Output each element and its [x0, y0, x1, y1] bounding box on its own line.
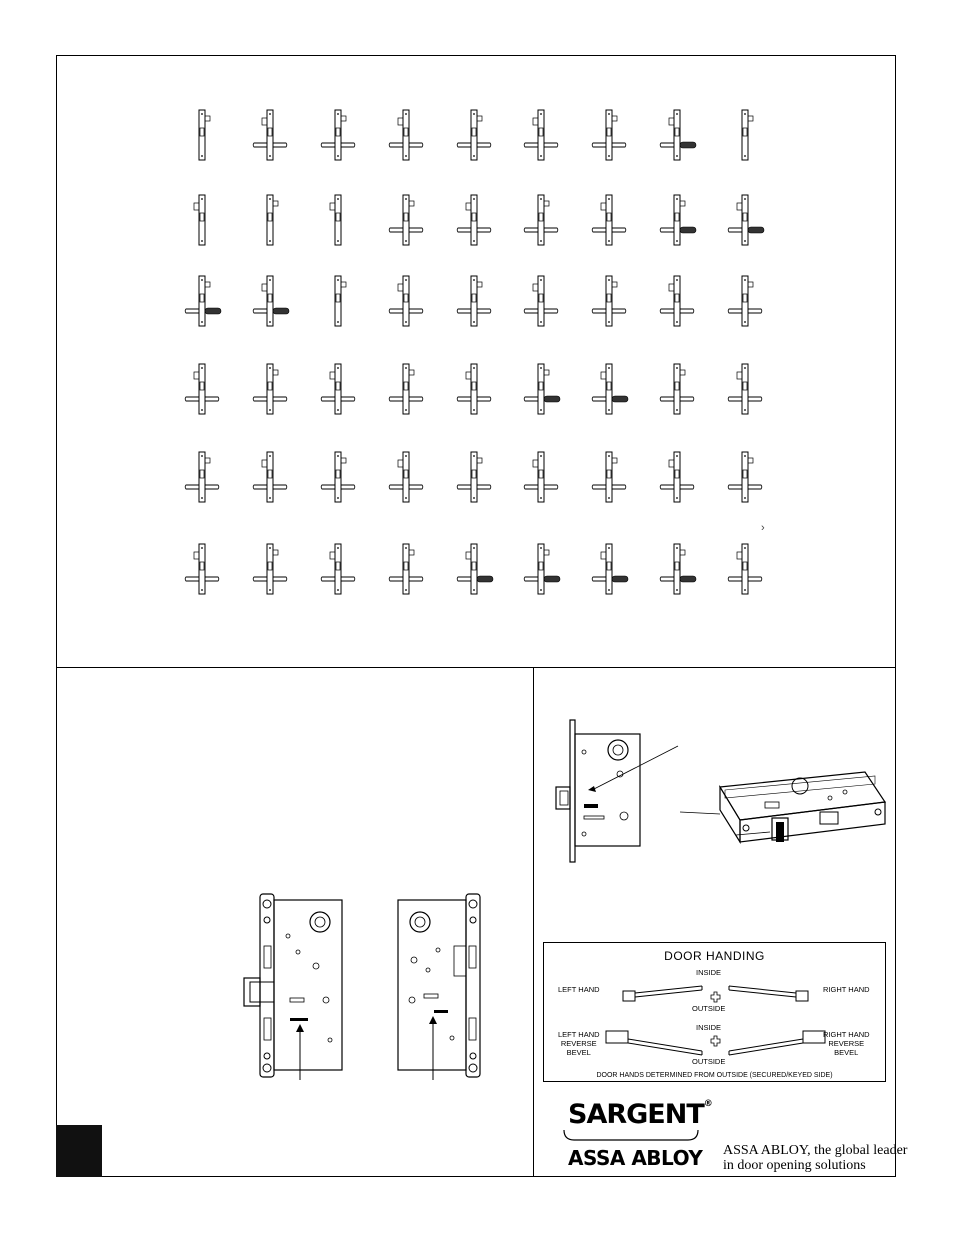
lock-icon-6-5 [457, 544, 493, 594]
lock-icon-2-2 [267, 195, 278, 245]
left-hand-label: LEFT HAND [558, 985, 600, 994]
lock-icon-5-2 [253, 452, 287, 502]
section-divider-horizontal [56, 667, 896, 668]
lock-icon-5-5 [457, 452, 491, 502]
lock-icon-5-3 [321, 452, 355, 502]
lock-icon-3-3 [335, 276, 346, 326]
lock-icon-5-6 [524, 452, 558, 502]
lock-icon-1-3 [321, 110, 355, 160]
lock-icon-5-4 [389, 452, 423, 502]
lock-icon-1-2 [253, 110, 287, 160]
lock-icon-2-9 [728, 195, 764, 245]
sargent-logo-text: SARGENT [568, 1099, 704, 1130]
lock-icon-1-7 [592, 110, 626, 160]
lock-icon-6-2 [253, 544, 287, 594]
section-divider-vertical [533, 667, 534, 1177]
lock-icon-2-8 [660, 195, 696, 245]
lock-icon-6-9 [728, 544, 762, 594]
lock-icon-3-1 [185, 276, 221, 326]
lock-icon-3-6 [524, 276, 558, 326]
lock-icon-4-9 [728, 364, 762, 414]
door-handing-title: DOOR HANDING [664, 949, 765, 963]
lock-icon-4-4 [389, 364, 423, 414]
lock-icon-6-8 [660, 544, 696, 594]
lock-icon-4-3 [321, 364, 355, 414]
lock-icon-6-7 [592, 544, 628, 594]
lock-icon-4-6 [524, 364, 560, 414]
lock-body-isometric-illustration [680, 762, 890, 862]
lock-icon-1-6 [524, 110, 558, 160]
lock-icon-1-4 [389, 110, 423, 160]
lock-icon-6-1 [185, 544, 219, 594]
lock-icon-6-4 [389, 544, 423, 594]
registered-mark: ® [703, 1099, 712, 1109]
lock-icon-3-8 [660, 276, 694, 326]
lock-icon-6-6 [524, 544, 560, 594]
lock-icon-6-3 [321, 544, 355, 594]
lock-icon-2-1 [194, 195, 205, 245]
door-handing-footnote: DOOR HANDS DETERMINED FROM OUTSIDE (SECURED/KEYED SIDE) [596, 1072, 833, 1079]
lock-icon-3-7 [592, 276, 626, 326]
lock-icon-3-5 [457, 276, 491, 326]
lock-icon-2-3 [330, 195, 341, 245]
lock-icon-2-6 [524, 195, 558, 245]
lock-icon-5-1 [185, 452, 219, 502]
chevron-right-icon: › [761, 522, 765, 534]
right-hand-label: RIGHT HAND [823, 985, 870, 994]
lock-icon-1-1 [199, 110, 210, 160]
lock-icon-1-8 [660, 110, 696, 160]
lock-icon-4-2 [253, 364, 287, 414]
inside-label-top: INSIDE [696, 968, 722, 977]
door-handing-diagram [543, 942, 886, 1082]
lock-icon-4-5 [457, 364, 491, 414]
lock-body-pair-illustration [238, 890, 488, 1082]
lock-icon-3-9 [728, 276, 762, 326]
lock-icon-5-8 [660, 452, 694, 502]
lock-icon-1-9 [742, 110, 753, 160]
lock-icon-4-1 [185, 364, 219, 414]
lock-icon-3-4 [389, 276, 423, 326]
lock-icon-5-7 [592, 452, 626, 502]
lock-icon-1-5 [457, 110, 491, 160]
inside-label-bottom: INSIDE [696, 1023, 722, 1032]
lock-icon-2-4 [389, 195, 423, 245]
lock-icon-2-7 [592, 195, 626, 245]
lock-body-side-illustration [540, 712, 680, 867]
lock-icon-4-8 [660, 364, 694, 414]
sargent-logo [568, 1099, 712, 1130]
page-tab-marker [56, 1125, 102, 1177]
lock-icon-3-2 [253, 276, 289, 326]
outside-label-top: OUTSIDE [692, 1004, 726, 1013]
left-hand-reverse-bevel-label: LEFT HAND REVERSE BEVEL [558, 1030, 600, 1057]
assa-abloy-tagline: ASSA ABLOY, the global leader in door opening solutions [723, 1143, 908, 1173]
assa-abloy-logo: ASSA ABLOY [568, 1146, 703, 1170]
outside-label-bottom: OUTSIDE [692, 1057, 726, 1066]
lock-icon-5-9 [728, 452, 762, 502]
logo-bracket-icon [562, 1128, 700, 1146]
lock-icon-4-7 [592, 364, 628, 414]
lock-icon-2-5 [457, 195, 491, 245]
right-hand-reverse-bevel-label: RIGHT HAND REVERSE BEVEL [823, 1030, 870, 1057]
